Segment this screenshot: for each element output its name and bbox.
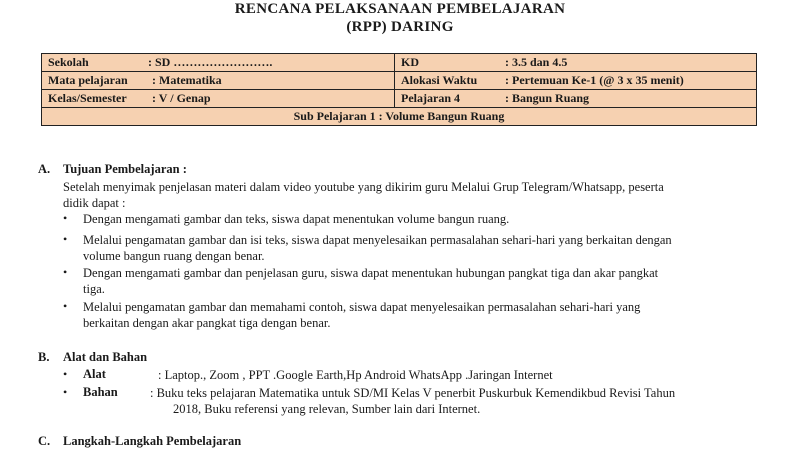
kelas-value: : V / Genap bbox=[152, 91, 211, 105]
kd-cell bbox=[395, 54, 757, 72]
kd-label: KD bbox=[401, 55, 419, 69]
bullet-icon: • bbox=[63, 367, 68, 381]
bahan-value-line1: : Buku teks pelajaran Matematika untuk SD/MI Kelas V penerbit Puskurbuk Kemendikbud Revisi Tahun bbox=[150, 386, 676, 400]
objective-4-line1: Melalui pengamatan gambar dan memahami contoh, siswa dapat menyelesaikan permasalahan sehari-hari yang bbox=[83, 300, 641, 314]
mapel-cell bbox=[42, 72, 395, 90]
mapel-value: : Matematika bbox=[152, 73, 222, 87]
title-line-2: (RPP) DARING bbox=[346, 19, 454, 35]
bahan-value-line2: 2018, Buku referensi yang relevan, Sumber lain dari Internet. bbox=[173, 402, 481, 416]
section-b-heading: Alat dan Bahan bbox=[63, 350, 148, 364]
objective-2-line1: Melalui pengamatan gambar dan isi teks, siswa dapat menyelesaikan permasalahan sehari-hari yang berkaitan dengan bbox=[83, 233, 672, 247]
bahan-label: Bahan bbox=[83, 385, 118, 399]
bullet-icon: • bbox=[63, 211, 68, 225]
sekolah-label: Sekolah bbox=[48, 55, 89, 69]
section-a-heading: Tujuan Pembelajaran : bbox=[63, 162, 187, 176]
pelajaran-value: : Bangun Ruang bbox=[505, 91, 590, 105]
section-b-letter: B. bbox=[38, 350, 50, 364]
kelas-label: Kelas/Semester bbox=[48, 91, 127, 105]
objective-3-line1: Dengan mengamati gambar dan penjelasan guru, siswa dapat menentukan hubungan pangkat tiga dan akar pangkat bbox=[83, 266, 659, 280]
objective-1-line1: Dengan mengamati gambar dan teks, siswa dapat menentukan volume bangun ruang. bbox=[83, 212, 510, 226]
sekolah-value: : SD ……………………. bbox=[148, 55, 273, 69]
bullet-icon: • bbox=[63, 265, 68, 279]
mapel-label: Mata pelajaran bbox=[48, 73, 128, 87]
bullet-icon: • bbox=[63, 385, 68, 399]
section-a-letter: A. bbox=[38, 162, 51, 176]
objective-2-line2: volume bangun ruang dengan benar. bbox=[83, 249, 265, 263]
objective-3-line2: tiga. bbox=[83, 282, 105, 296]
sekolah-cell bbox=[42, 54, 395, 72]
bullet-icon: • bbox=[63, 299, 68, 313]
objective-4-line2: berkaitan dengan akar pangkat tiga dengan benar. bbox=[83, 316, 331, 330]
bullet-icon: • bbox=[63, 232, 68, 246]
section-c-letter: C. bbox=[38, 434, 51, 448]
kelas-cell bbox=[42, 90, 395, 108]
sub-pelajaran-cell: Sub Pelajaran 1 : Volume Bangun Ruang bbox=[42, 108, 757, 126]
title-line-1: RENCANA PELAKSANAAN PEMBELAJARAN bbox=[234, 1, 566, 17]
info-table bbox=[41, 53, 757, 126]
section-a-intro-line1: Setelah menyimak penjelasan materi dalam video youtube yang dikirim guru Melalui Grup Telegram/Whatsapp, peserta bbox=[63, 180, 664, 194]
section-a-intro-line2: didik dapat : bbox=[63, 196, 126, 210]
alokasi-cell bbox=[395, 72, 757, 90]
alokasi-label: Alokasi Waktu bbox=[401, 73, 478, 87]
pelajaran-label: Pelajaran 4 bbox=[401, 91, 460, 105]
alat-value: : Laptop., Zoom , PPT .Google Earth,Hp Android WhatsApp .Jaringan Internet bbox=[158, 368, 553, 382]
alat-label: Alat bbox=[83, 367, 106, 381]
pelajaran-cell bbox=[395, 90, 757, 108]
alokasi-value: : Pertemuan Ke-1 (@ 3 x 35 menit) bbox=[505, 73, 684, 87]
section-c-heading: Langkah-Langkah Pembelajaran bbox=[63, 434, 242, 448]
kd-value: : 3.5 dan 4.5 bbox=[505, 55, 568, 69]
